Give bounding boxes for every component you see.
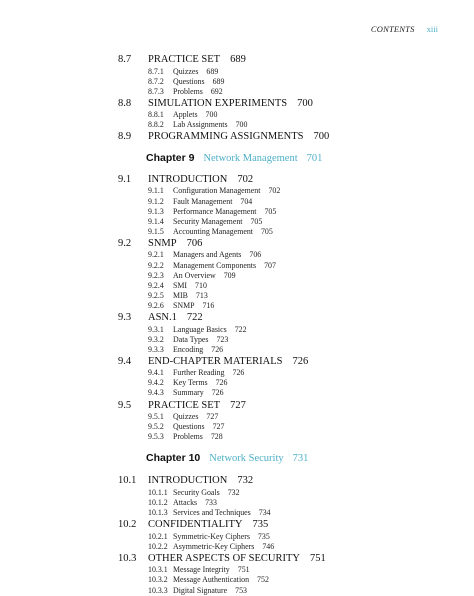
entry-title: Lab Assignments xyxy=(173,120,228,130)
toc-subsection-entry xyxy=(148,565,454,575)
entry-title: Security Goals xyxy=(173,487,220,497)
entry-title: Questions xyxy=(173,76,205,86)
entry-title: Security Management xyxy=(173,216,243,226)
toc-section-entry xyxy=(118,355,454,369)
entry-number: 9.3.3 xyxy=(148,344,164,354)
entry-number: 10.1.1 xyxy=(148,487,168,497)
entry-page-number: 713 xyxy=(195,290,208,300)
entry-page-number: 734 xyxy=(258,508,271,518)
entry-title: Quizzes xyxy=(173,66,199,76)
entry-number: 9.3.2 xyxy=(148,334,164,344)
entry-page-number: 735 xyxy=(257,531,270,541)
entry-number: 9.5.1 xyxy=(148,412,164,422)
entry-title: MIB xyxy=(173,290,188,300)
entry-title: Quizzes xyxy=(173,412,199,422)
toc-subsection-entry xyxy=(148,261,454,271)
entry-number: 8.7 xyxy=(118,54,132,65)
toc-section-entry xyxy=(118,97,454,111)
entry-number: 9.1 xyxy=(118,173,132,185)
entry-title: PROGRAMMING ASSIGNMENTS xyxy=(148,131,304,143)
toc-subsection-entry xyxy=(148,67,454,77)
entry-number: 9.5.3 xyxy=(148,432,164,442)
entry-page-number: 702 xyxy=(268,186,281,196)
entry-number: 9.1.2 xyxy=(148,196,164,206)
entry-page-number: 700 xyxy=(313,131,330,143)
entry-title: Summary xyxy=(173,388,204,398)
entry-page-number: 727 xyxy=(212,422,225,432)
entry-page-number: 700 xyxy=(297,97,313,109)
entry-number: 10.2.2 xyxy=(148,541,168,551)
entry-number: 10.2.1 xyxy=(148,531,168,541)
entry-number: 8.9 xyxy=(118,131,132,143)
entry-title: CONFIDENTIALITY xyxy=(148,519,243,531)
entry-number: 8.7.1 xyxy=(148,66,164,76)
toc-subsection-entry xyxy=(148,110,454,120)
entry-number: 10.1.2 xyxy=(148,497,168,507)
entry-title: Further Reading xyxy=(173,368,225,378)
entry-number: 8.8.1 xyxy=(148,110,164,120)
entry-title: INTRODUCTION xyxy=(148,173,228,185)
entry-title: PRACTICE SET xyxy=(148,54,221,65)
entry-title: ASN.1 xyxy=(148,312,177,323)
toc-section-entry xyxy=(118,173,454,187)
toc-subsection-entry xyxy=(148,87,454,97)
entry-page-number: 689 xyxy=(230,54,246,65)
toc-section-entry xyxy=(118,474,454,488)
entry-page-number: 732 xyxy=(237,475,254,487)
entry-page-number: 728 xyxy=(210,432,223,442)
toc-section-entry xyxy=(118,311,454,325)
toc-subsection-entry xyxy=(148,217,454,227)
entry-title: Questions xyxy=(173,422,205,432)
entry-page-number: 722 xyxy=(186,312,203,323)
entry-title: PRACTICE SET xyxy=(148,399,221,411)
entry-number: 9.5 xyxy=(118,399,132,411)
entry-title: END-CHAPTER MATERIALS xyxy=(148,355,283,367)
entry-page-number: 727 xyxy=(230,399,246,411)
entry-title: Message Authentication xyxy=(173,575,250,585)
entry-page-number: 746 xyxy=(262,541,275,551)
table-of-contents xyxy=(118,53,454,596)
entry-title: Management Components xyxy=(173,260,257,270)
toc-subsection-entry xyxy=(148,542,454,552)
entry-title: Data Types xyxy=(173,334,209,344)
entry-page-number: 726 xyxy=(215,378,228,388)
toc-subsection-entry xyxy=(148,432,454,442)
toc-subsection-entry xyxy=(148,412,454,422)
toc-section-entry xyxy=(118,237,454,251)
toc-subsection-entry xyxy=(148,575,454,585)
entry-page-number: 726 xyxy=(211,344,224,354)
entry-number: 9.2 xyxy=(118,237,132,249)
entry-page-number: 732 xyxy=(227,487,240,497)
entry-page-number: 705 xyxy=(250,216,263,226)
chapter-title: Network Management xyxy=(203,152,298,164)
toc-subsection-entry xyxy=(148,325,454,335)
entry-number: 9.1.5 xyxy=(148,226,164,236)
entry-number: 9.2.4 xyxy=(148,280,164,290)
toc-subsection-entry xyxy=(148,271,454,281)
entry-number: 9.2.2 xyxy=(148,260,164,270)
toc-section-entry xyxy=(118,552,454,566)
toc-subsection-entry xyxy=(148,291,454,301)
toc-section-entry xyxy=(118,518,454,532)
entry-number: 8.7.3 xyxy=(148,86,164,96)
entry-number: 10.3.3 xyxy=(148,585,168,595)
entry-title: SNMP xyxy=(173,300,195,310)
entry-title: INTRODUCTION xyxy=(148,475,228,487)
entry-title: Problems xyxy=(173,432,203,442)
entry-number: 10.1 xyxy=(118,475,137,487)
entry-page-number: 706 xyxy=(186,237,203,249)
toc-subsection-entry xyxy=(148,368,454,378)
toc-subsection-entry xyxy=(148,422,454,432)
toc-subsection-entry xyxy=(148,227,454,237)
entry-page-number: 700 xyxy=(235,120,248,130)
entry-page-number: 706 xyxy=(249,250,262,260)
chapter-heading xyxy=(146,151,454,166)
entry-page-number: 705 xyxy=(264,206,277,216)
entry-number: 9.2.3 xyxy=(148,270,164,280)
entry-page-number: 735 xyxy=(252,519,269,531)
chapter-title: Network Security xyxy=(209,453,284,465)
entry-title: Services and Techniques xyxy=(173,508,251,518)
running-head xyxy=(371,24,438,34)
entry-title: Message Integrity xyxy=(173,565,230,575)
entry-number: 9.1.4 xyxy=(148,216,164,226)
entry-title: Problems xyxy=(173,86,203,96)
chapter-page-number: 731 xyxy=(292,453,309,465)
entry-page-number: 733 xyxy=(205,497,217,507)
toc-subsection-entry xyxy=(148,77,454,87)
entry-page-number: 726 xyxy=(232,368,245,378)
toc-subsection-entry xyxy=(148,586,454,596)
entry-number: 8.8.2 xyxy=(148,120,164,130)
entry-page-number: 702 xyxy=(237,173,254,185)
entry-number: 10.1.3 xyxy=(148,508,168,518)
entry-page-number: 716 xyxy=(202,300,215,310)
entry-page-number: 752 xyxy=(257,575,269,585)
entry-page-number: 726 xyxy=(211,388,224,398)
running-head-page-number: xiii xyxy=(426,24,438,34)
entry-title: SIMULATION EXPERIMENTS xyxy=(148,97,288,109)
entry-title: SMI xyxy=(173,280,188,290)
entry-number: 9.3 xyxy=(118,312,132,323)
entry-number: 10.3 xyxy=(118,552,137,564)
running-head-label: CONTENTS xyxy=(370,24,415,34)
chapter-label: Chapter 10 xyxy=(146,452,201,465)
entry-number: 10.3.1 xyxy=(148,565,168,575)
entry-title: Configuration Management xyxy=(173,186,261,196)
entry-title: SNMP xyxy=(148,237,177,249)
entry-title: Fault Management xyxy=(173,196,233,206)
entry-number: 9.4 xyxy=(118,355,132,367)
entry-number: 9.2.5 xyxy=(148,290,164,300)
entry-number: 9.2.6 xyxy=(148,300,164,310)
entry-title: Attacks xyxy=(173,497,198,507)
entry-page-number: 751 xyxy=(237,565,250,575)
entry-page-number: 705 xyxy=(260,226,273,236)
entry-number: 9.1.1 xyxy=(148,186,164,196)
entry-number: 10.2 xyxy=(118,519,137,531)
entry-page-number: 689 xyxy=(206,66,219,76)
entry-title: Encoding xyxy=(173,344,204,354)
toc-section-entry xyxy=(118,53,454,67)
toc-section-entry xyxy=(118,399,454,413)
entry-title: An Overview xyxy=(173,270,216,280)
entry-title: Managers and Agents xyxy=(173,250,242,260)
entry-number: 9.4.2 xyxy=(148,378,164,388)
entry-title: Symmetric-Key Ciphers xyxy=(173,531,250,541)
toc-subsection-entry xyxy=(148,250,454,260)
entry-page-number: 727 xyxy=(206,412,219,422)
entry-page-number: 753 xyxy=(235,585,247,595)
entry-title: Digital Signature xyxy=(173,585,228,595)
chapter-page-number: 701 xyxy=(306,152,323,164)
entry-title: Key Terms xyxy=(173,378,208,388)
entry-number: 9.5.2 xyxy=(148,422,164,432)
toc-subsection-entry xyxy=(148,508,454,518)
entry-number: 9.4.3 xyxy=(148,388,164,398)
entry-page-number: 709 xyxy=(223,270,236,280)
entry-number: 9.2.1 xyxy=(148,250,164,260)
toc-subsection-entry xyxy=(148,281,454,291)
toc-subsection-entry xyxy=(148,335,454,345)
entry-number: 9.3.1 xyxy=(148,324,164,334)
entry-page-number: 689 xyxy=(212,76,225,86)
entry-page-number: 751 xyxy=(309,552,326,564)
toc-subsection-entry xyxy=(148,532,454,542)
toc-subsection-entry xyxy=(148,197,454,207)
toc-subsection-entry xyxy=(148,207,454,217)
entry-number: 8.8 xyxy=(118,97,132,109)
toc-subsection-entry xyxy=(148,498,454,508)
entry-title: Accounting Management xyxy=(173,226,253,236)
entry-number: 9.4.1 xyxy=(148,368,164,378)
toc-subsection-entry xyxy=(148,186,454,196)
entry-number: 9.1.3 xyxy=(148,206,164,216)
entry-page-number: 707 xyxy=(264,260,276,270)
toc-subsection-entry xyxy=(148,120,454,130)
toc-subsection-entry xyxy=(148,301,454,311)
chapter-label: Chapter 9 xyxy=(146,151,195,164)
entry-page-number: 726 xyxy=(292,355,309,367)
entry-title: Language Basics xyxy=(173,324,227,334)
toc-section-entry xyxy=(118,130,454,144)
entry-page-number: 722 xyxy=(234,324,247,334)
entry-page-number: 700 xyxy=(205,110,218,120)
entry-number: 8.7.2 xyxy=(148,76,164,86)
toc-subsection-entry xyxy=(148,388,454,398)
entry-page-number: 723 xyxy=(216,334,229,344)
entry-page-number: 704 xyxy=(240,196,253,206)
entry-title: Asymmetric-Key Ciphers xyxy=(173,541,255,551)
entry-title: Applets xyxy=(173,110,198,120)
chapter-heading xyxy=(146,451,454,466)
entry-title: Performance Management xyxy=(173,206,257,216)
entry-page-number: 710 xyxy=(195,280,207,290)
toc-subsection-entry xyxy=(148,345,454,355)
entry-number: 10.3.2 xyxy=(148,575,168,585)
toc-subsection-entry xyxy=(148,378,454,388)
entry-page-number: 692 xyxy=(210,86,223,96)
toc-subsection-entry xyxy=(148,488,454,498)
entry-title: OTHER ASPECTS OF SECURITY xyxy=(148,552,300,564)
